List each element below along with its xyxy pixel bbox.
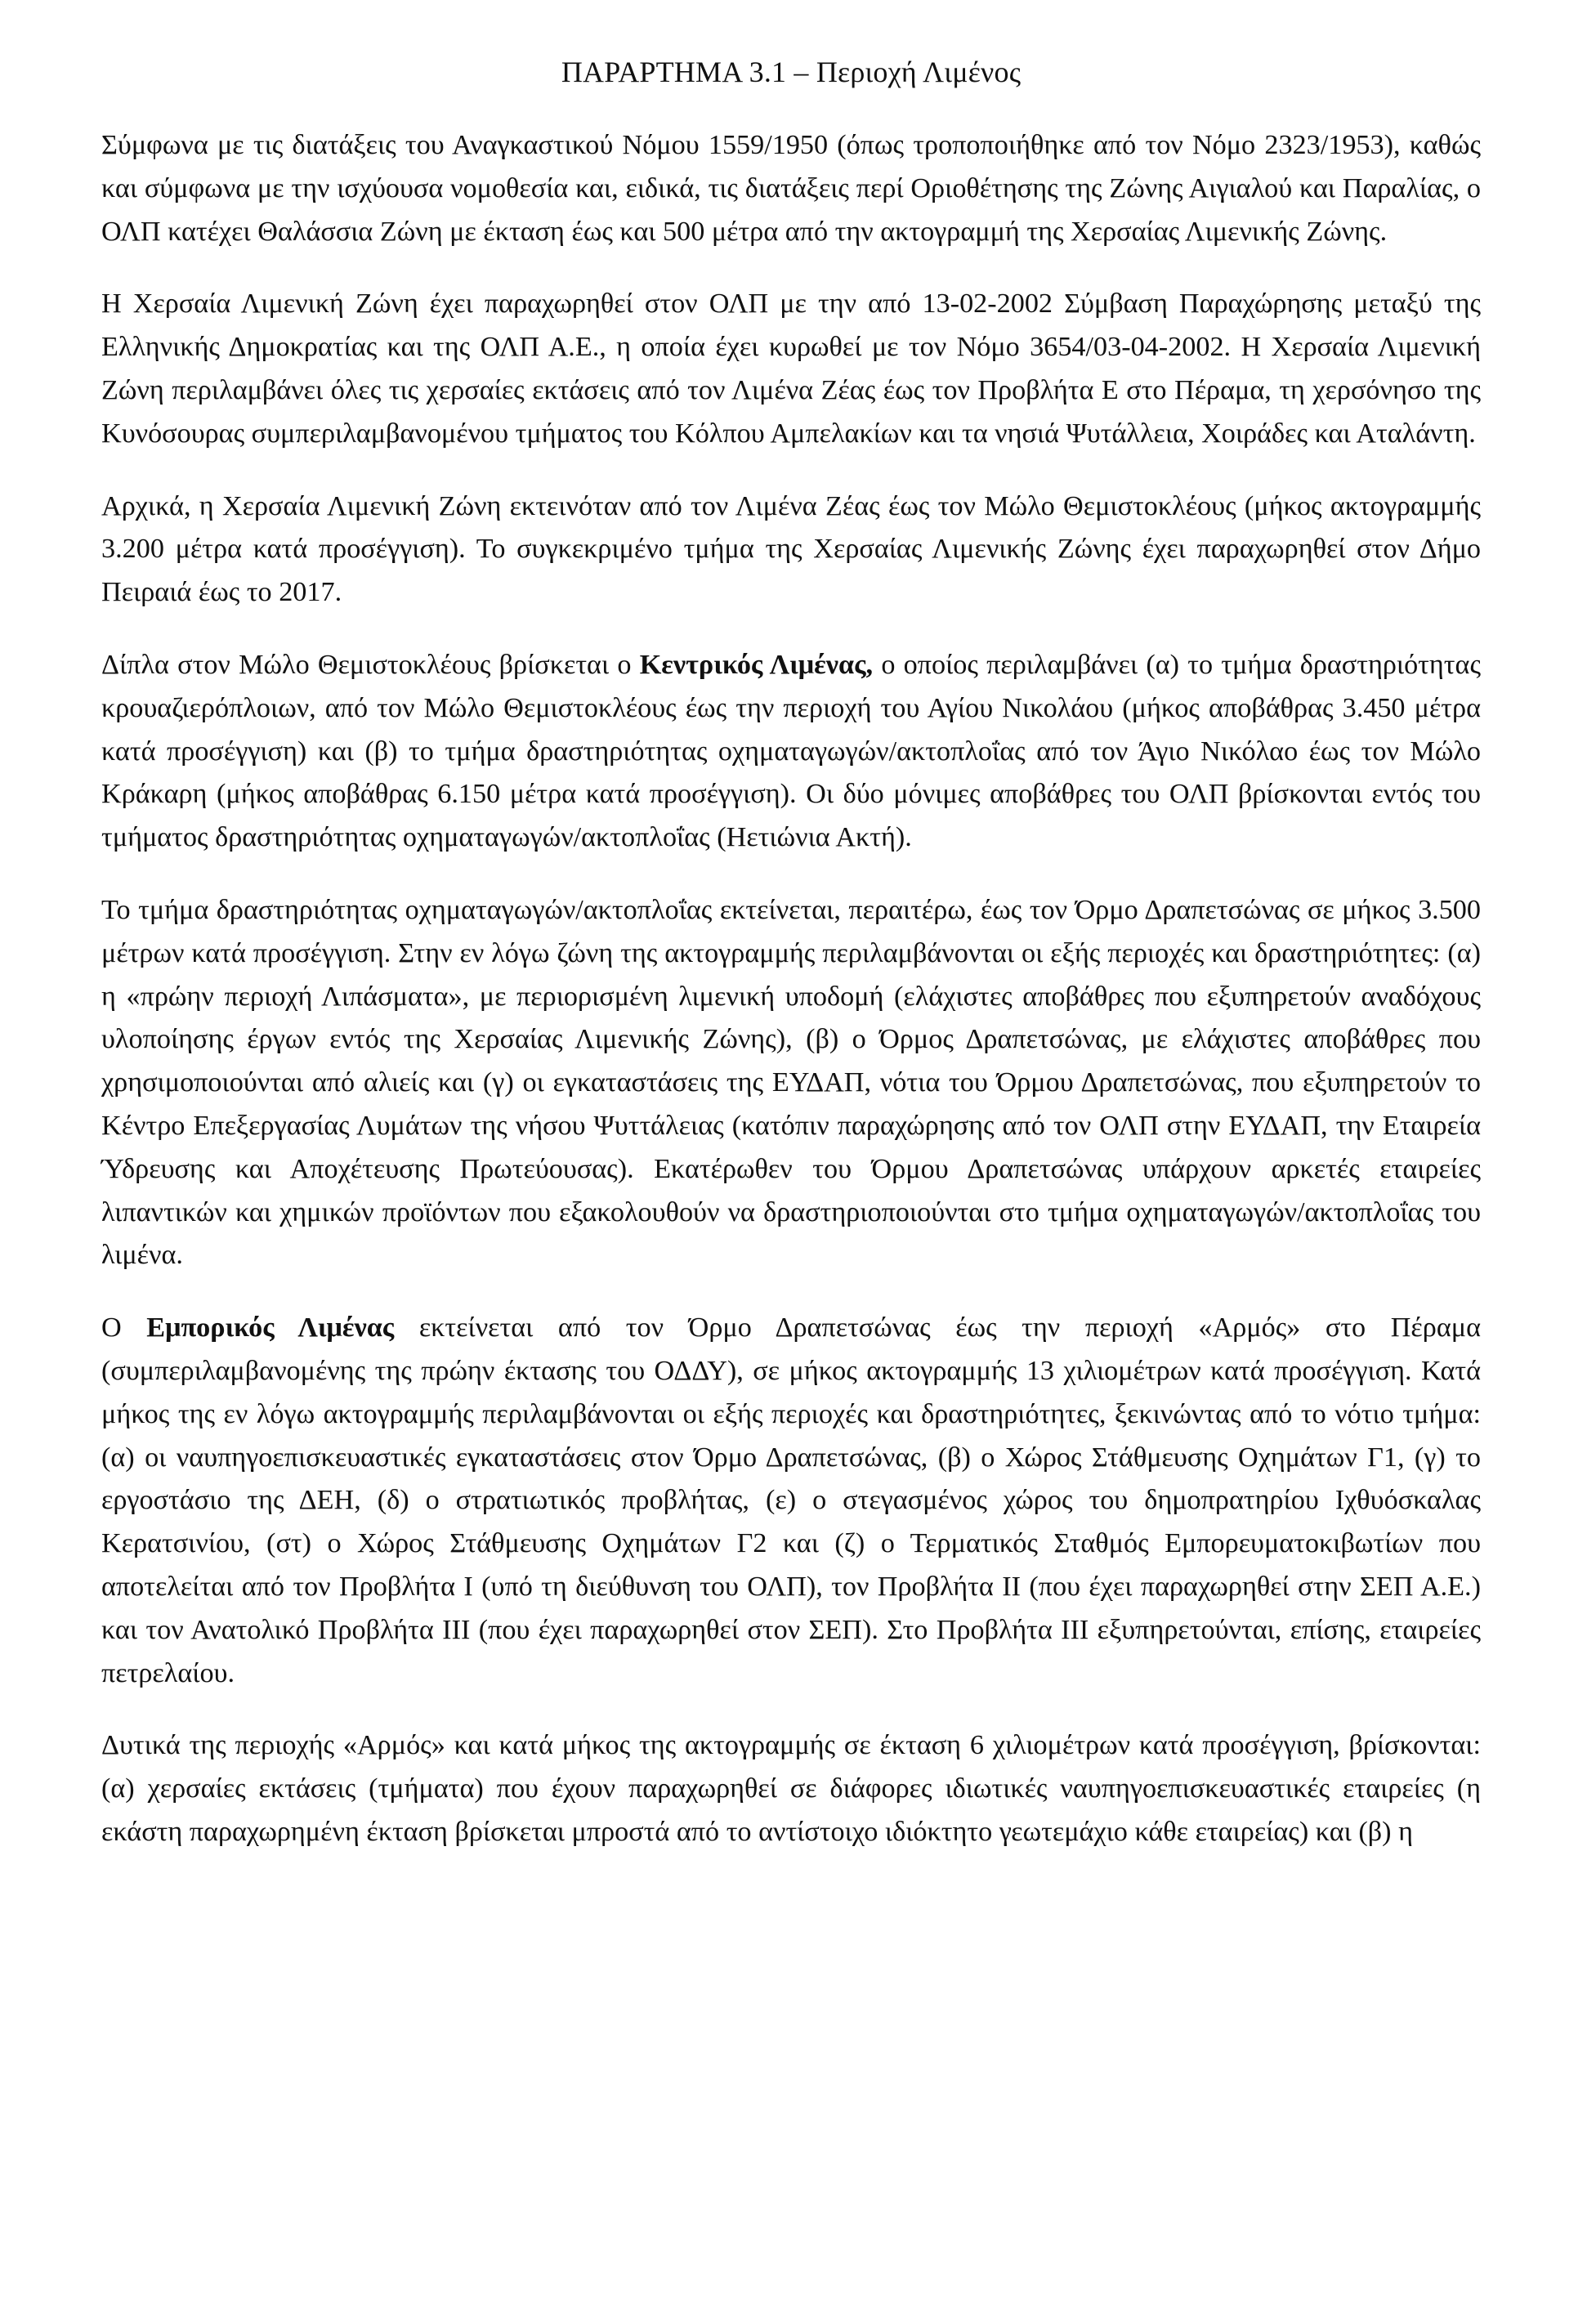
paragraph-text: Ο (101, 1312, 147, 1344)
page-title: ΠΑΡΑΡΤΗΜΑ 3.1 – Περιοχή Λιμένος (561, 56, 1022, 88)
document-page (101, 51, 1481, 1884)
paragraph-land-port-zone: Η Χερσαία Λιμενική Ζώνη έχει παραχωρηθεί στον ΟΛΠ με την από 13-02-2002 Σύμβαση Παραχώρησης μεταξύ της Ελληνικής Δημοκρατίας και της ΟΛΠ Α.Ε., η οποία έχει κυρωθεί με τον Νόμο 3654/03-04-2002. Η Χερσαία Λιμενική Ζώνη περιλαμβάνει όλες τις χερσαίες εκτάσεις από τον Λιμένα Ζέας έως τον Προβλήτα Ε στο Πέραμα, τη χερσόνησο της Κυνόσουρας συμπεριλαμβανομένου τμήματος του Κόλπου Αμπελακίων και τα νησιά Ψυτάλλεια, Χοιράδες και Αταλάντη. (101, 288, 1481, 449)
paragraph-commercial-port (101, 1307, 1481, 1695)
bold-term-central-port: Κεντρικός Λιμένας, (639, 649, 874, 680)
paragraph-text: Δίπλα στον Μώλο Θεμιστοκλέους βρίσκεται ο (101, 649, 640, 680)
paragraph-text: εκτείνεται από τον Όρμο Δραπετσώνας έως την περιοχή «Αρμός» στο Πέραμα (συμπεριλαμβανομένης της πρώην έκτασης του ΟΔΔΥ), σε μήκος ακτογραμμής 13 χιλιομέτρων κατά προσέγγιση. Κατά μήκος της εν λόγω ακτογραμμής περιλαμβάνονται οι εξής περιοχές και δραστηριότητες, ξεκινώντας από το νότιο τμήμα: (α) οι ναυπηγοεπισκευαστικές εγκαταστάσεις στον Όρμο Δραπετσώνας, (β) ο Χώρος Στάθμευσης Οχημάτων Γ1, (γ) το εργοστάσιο της ΔΕΗ, (δ) ο στρατιωτικός προβλήτας, (ε) ο στεγασμένος χώρος του δημοπρατηρίου Ιχθυόσκαλας Κερατσινίου, (στ) ο Χώρος Στάθμευσης Οχημάτων Γ2 και (ζ) ο Τερματικός Σταθμός Εμπορευματοκιβωτίων που αποτελείται από τον Προβλήτα Ι (υπό τη διεύθυνση του ΟΛΠ), τον Προβλήτα ΙΙ (που έχει παραχωρηθεί στην ΣΕΠ Α.Ε.) και τον Ανατολικό Προβλήτα ΙΙΙ (που έχει παραχωρηθεί στον ΣΕΠ). Στο Προβλήτα ΙΙΙ εξυπηρετούνται, επίσης, εταιρείες πετρελαίου. (101, 1312, 1481, 1688)
bold-term-commercial-port: Εμπορικός Λιμένας (146, 1312, 395, 1344)
paragraph-central-port (101, 644, 1481, 860)
paragraph-text: ο οποίος περιλαμβάνει (α) το τμήμα δραστηριότητας κρουαζιερόπλοιων, από τον Μώλο Θεμιστοκλέους έως την περιοχή του Αγίου Νικολάου (μήκος αποβάθρας 3.450 μέτρα κατά προσέγγιση) και (β) το τμήμα δραστηριότητας οχηματαγωγών/ακτοπλοΐας από τον Άγιο Νικόλαο έως τον Μώλο Κράκαρη (μήκος αποβάθρας 6.150 μέτρα κατά προσέγγιση). Οι δύο μόνιμες αποβάθρες του ΟΛΠ βρίσκονται εντός του τμήματος δραστηριότητας οχηματαγωγών/ακτοπλοΐας (Ηετιώνια Ακτή). (101, 649, 1481, 853)
paragraph-west-armos: Δυτικά της περιοχής «Αρμός» και κατά μήκος της ακτογραμμής σε έκταση 6 χιλιομέτρων κατά προσέγγιση, βρίσκονται: (α) χερσαίες εκτάσεις (τμήματα) που έχουν παραχωρηθεί σε διάφορες ιδιωτικές ναυπηγοεπισκευαστικές εταιρείες (η εκάστη παραχωρημένη έκταση βρίσκεται μπροστά από το αντίστοιχο ιδιόκτητο γεωτεμάχιο κάθε εταιρείας) και (β) η (101, 1730, 1481, 1847)
paragraph-original-zone: Αρχικά, η Χερσαία Λιμενική Ζώνη εκτεινόταν από τον Λιμένα Ζέας έως τον Μώλο Θεμιστοκλέους (μήκος ακτογραμμής 3.200 μέτρα κατά προσέγγιση). Το συγκεκριμένο τμήμα της Χερσαίας Λιμενικής Ζώνης έχει παραχωρηθεί στον Δήμο Πειραιά έως το 2017. (101, 490, 1481, 608)
paragraph-ferry-section: Το τμήμα δραστηριότητας οχηματαγωγών/ακτοπλοΐας εκτείνεται, περαιτέρω, έως τον Όρμο Δραπετσώνας σε μήκος 3.500 μέτρων κατά προσέγγιση. Στην εν λόγω ζώνη της ακτογραμμής περιλαμβάνονται οι εξής περιοχές και δραστηριότητες: (α) η «πρώην περιοχή Λιπάσματα», με περιορισμένη λιμενική υποδομή (ελάχιστες αποβάθρες που εξυπηρετούν αναδόχους υλοποίησης έργων εντός της Χερσαίας Λιμενικής Ζώνης), (β) ο Όρμος Δραπετσώνας, με ελάχιστες αποβάθρες που χρησιμοποιούνται από αλιείς και (γ) οι εγκαταστάσεις της ΕΥΔΑΠ, νότια του Όρμου Δραπετσώνας, που εξυπηρετούν το Κέντρο Επεξεργασίας Λυμάτων της νήσου Ψυττάλειας (κατόπιν παραχώρησης από τον ΟΛΠ στην ΕΥΔΑΠ, την Εταιρεία Ύδρευσης και Αποχέτευσης Πρωτεύουσας). Εκατέρωθεν του Όρμου Δραπετσώνας υπάρχουν αρκετές εταιρείες λιπαντικών και χημικών προϊόντων που εξακολουθούν να δραστηριοποιούνται στο τμήμα οχηματαγωγών/ακτοπλοΐας του λιμένα. (101, 894, 1481, 1271)
paragraph-legal-framework: Σύμφωνα με τις διατάξεις του Αναγκαστικού Νόμου 1559/1950 (όπως τροποποιήθηκε από τον Νόμο 2323/1953), καθώς και σύμφωνα με την ισχύουσα νομοθεσία και, ειδικά, τις διατάξεις περί Οριοθέτησης της Ζώνης Αιγιαλού και Παραλίας, ο ΟΛΠ κατέχει Θαλάσσια Ζώνη με έκταση έως και 500 μέτρα από την ακτογραμμή της Χερσαίας Λιμενικής Ζώνης. (101, 130, 1481, 247)
